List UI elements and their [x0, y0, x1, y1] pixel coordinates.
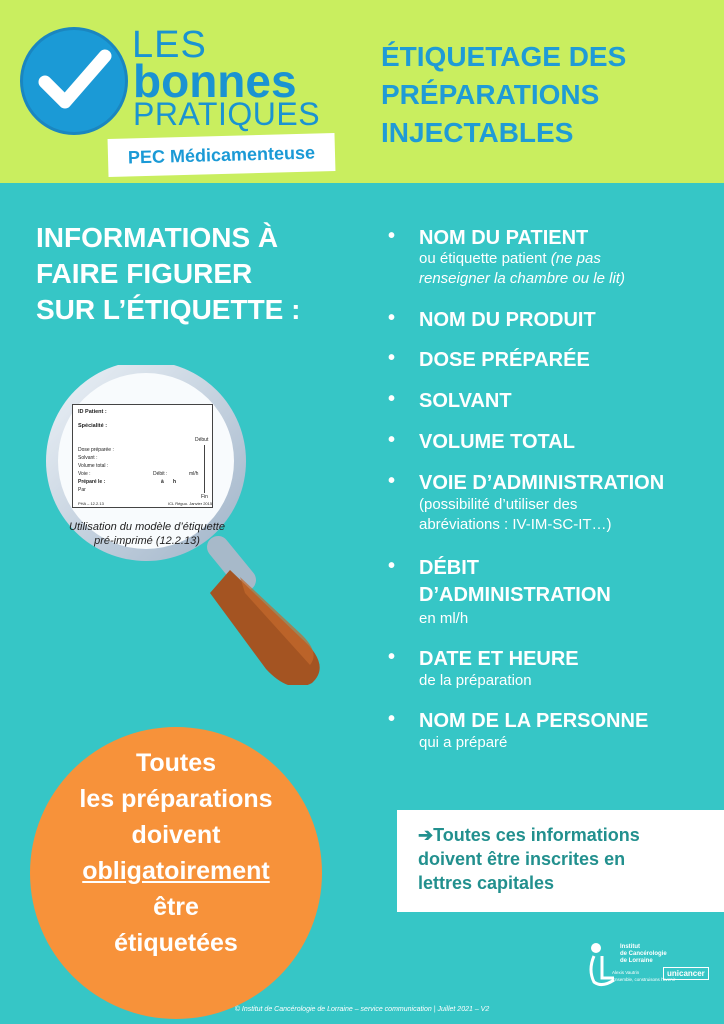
label-code: PHA – 12.2.13 — [78, 501, 104, 506]
arrow-right-icon: ➔ — [418, 825, 434, 845]
ilc-name — [620, 944, 667, 965]
item-title: SOLVANT — [419, 390, 512, 412]
info-heading-line: INFORMATIONS À — [36, 222, 279, 253]
ilc-name-line: Institut — [620, 944, 640, 950]
label-time-line — [204, 445, 205, 493]
item-title: NOM DU PRODUIT — [419, 309, 596, 331]
title-line: ÉTIQUETAGE DES — [381, 41, 627, 72]
bullet-icon: • — [388, 470, 396, 492]
label-prepare: Préparé le : — [78, 479, 106, 485]
item-title: VOIE D’ADMINISTRATION — [419, 472, 665, 494]
note-text — [418, 823, 640, 895]
label-par: Par — [78, 487, 86, 493]
ilc-name-line: de Lorraine — [620, 958, 653, 964]
title-line: INJECTABLES — [381, 117, 574, 148]
item-title: NOM DE LA PERSONNE — [419, 710, 649, 732]
page-title — [381, 38, 711, 152]
unicancer-logo: unicancer — [663, 967, 709, 980]
callout-line: Toutes — [135, 749, 217, 777]
label-volume: Volume total : — [78, 463, 109, 469]
note-line-text: Toutes ces informations — [433, 825, 640, 845]
item-title-cont: D’ADMINISTRATION — [419, 584, 611, 606]
item-sub — [419, 269, 625, 289]
bullet-icon: • — [388, 388, 396, 410]
item-sub — [419, 249, 601, 269]
label-a: à — [161, 479, 164, 485]
item-title: VOLUME TOTAL — [419, 431, 575, 453]
caption-line: Utilisation du modèle d’étiquette — [69, 521, 225, 533]
callout-line-underlined: obligatoirement — [82, 857, 270, 885]
caption-line: pré-imprimé (12.2.13) — [94, 535, 200, 547]
item-title: DATE ET HEURE — [419, 648, 579, 670]
item-sub: abréviations : IV-IM-SC-IT…) — [419, 516, 612, 533]
item-sub: qui a préparé — [419, 734, 508, 751]
callout-line: les préparations — [79, 785, 273, 813]
item-sub-italic: renseigner la chambre ou le lit) — [419, 270, 625, 287]
note-line: doivent être inscrites en — [418, 849, 626, 869]
item-title: DOSE PRÉPARÉE — [419, 349, 590, 371]
label-ref: ICL Réguo. Janvier 2015 — [168, 501, 213, 506]
logo-les: LES — [132, 24, 207, 66]
loupe-caption — [58, 520, 236, 548]
info-heading — [36, 220, 300, 328]
item-sub: (possibilité d’utiliser des — [419, 496, 578, 513]
label-dose: Dose préparée : — [78, 447, 114, 453]
item-sub-text: ou étiquette patient — [419, 250, 551, 267]
item-title: DÉBIT — [419, 557, 479, 579]
ilc-name-line: de Cancérologie — [620, 951, 667, 957]
label-debut: Début — [195, 437, 209, 443]
label-h: h — [173, 479, 177, 485]
info-heading-line: SUR L’ÉTIQUETTE : — [36, 294, 301, 325]
item-sub-italic: (ne pas — [550, 250, 601, 267]
item-sub: en ml/h — [419, 610, 469, 627]
label-solvant: Solvant : — [78, 455, 98, 461]
bullet-icon: • — [388, 225, 396, 247]
note-line: lettres capitales — [418, 873, 555, 893]
bullet-icon: • — [388, 708, 396, 730]
item-title: NOM DU PATIENT — [419, 227, 589, 249]
bullet-icon: • — [388, 307, 396, 329]
callout-line: étiquetées — [114, 929, 238, 957]
callout-line: être — [153, 893, 199, 921]
note-line — [418, 823, 640, 847]
label-mlh: ml/h — [189, 471, 199, 477]
logo-bonnes: bonnes — [133, 55, 297, 107]
footer-credit: © Institut de Cancérologie de Lorraine – service communication | Juillet 2021 – V2 — [234, 1006, 490, 1013]
title-line: PRÉPARATIONS — [381, 79, 600, 110]
callout-text — [30, 745, 322, 961]
bullet-icon: • — [388, 347, 396, 369]
item-sub: de la préparation — [419, 672, 532, 689]
label-fin: Fin — [201, 494, 208, 500]
ilc-sub: Alexis Vautrin — [612, 970, 640, 975]
label-voie: Voie : — [78, 471, 91, 477]
logo-pratiques: PRATIQUES — [133, 96, 321, 132]
info-heading-line: FAIRE FIGURER — [36, 258, 253, 289]
label-debit: Débit : — [153, 471, 168, 477]
bullet-icon: • — [388, 555, 396, 577]
bullet-icon: • — [388, 429, 396, 451]
label-template-card — [72, 404, 213, 508]
checkmark-logo-icon — [20, 27, 128, 135]
bullet-icon: • — [388, 646, 396, 668]
callout-line: doivent — [131, 821, 221, 849]
label-specialite: Spécialité : — [78, 423, 108, 429]
label-patient: ID Patient : — [78, 409, 107, 415]
pec-badge: PEC Médicamenteuse — [108, 133, 336, 177]
ilc-tagline: Ensemble, construisons l’avenir — [612, 977, 676, 982]
